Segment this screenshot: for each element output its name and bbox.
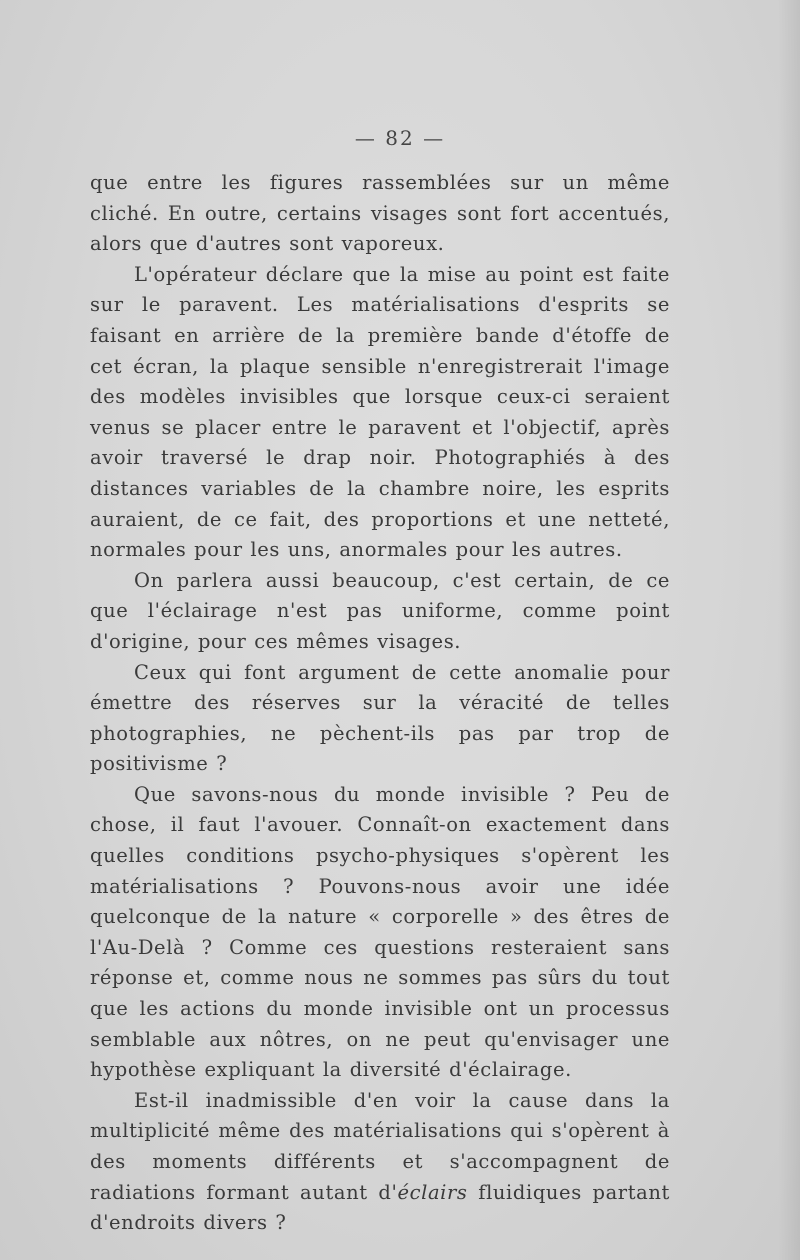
paragraph-1: que entre les figures rassemblées sur un même cliché. En outre, certains visages sont fort accentués, alors que d'autres sont vaporeux. xyxy=(90,171,670,256)
paragraph-6-start: Est-il inadmissible d'en voir la cause dans la multiplicité même des matérialisations qui s'opèrent à des moments différents et s'accompagnent de radiations formant autant d' xyxy=(90,1088,670,1204)
page-edge-shadow xyxy=(778,0,800,1260)
paragraph-6 xyxy=(90,1086,670,1239)
paragraph-4: Ceux qui font argument de cette anomalie pour émettre des réserves sur la véracité de telles photographies, ne pèchent-ils pas par trop de positivisme ? xyxy=(90,660,670,776)
paragraph-6-end: fluidiques partant d'endroits divers ? xyxy=(90,1180,670,1235)
paragraph-5: Que savons-nous du monde invisible ? Peu de chose, il faut l'avouer. Connaît-on exactement dans quelles conditions psycho-physiques s'opèrent les matérialisations ? Pouvons-nous avoir une idée quelconque de la nature « corporelle » des êtres de l'Au-Delà ? Comme ces questions resteraient sans réponse et, comme nous ne sommes pas sûrs du tout que les actions du monde invisible ont un processus semblable aux nôtres, on ne peut qu'envisager une hypothèse expliquant la diversité d'éclairage. xyxy=(90,782,670,1082)
italic-word: éclairs xyxy=(397,1180,468,1204)
paragraph-2: L'opérateur déclare que la mise au point est faite sur le paravent. Les matérialisations d'esprits se faisant en arrière de la première bande d'étoffe de cet écran, la plaque sensible n'enregistrerait l'image des modèles invisibles que lorsque ceux-ci seraient venus se placer entre le paravent et l'objectif, après avoir traversé le drap noir. Photographiés à des distances variables de la chambre noire, les esprits auraient, de ce fait, des proportions et une netteté, normales pour les uns, anormales pour les autres. xyxy=(90,262,670,562)
body-text xyxy=(90,168,670,1239)
paragraph-3: On parlera aussi beaucoup, c'est certain, de ce que l'éclairage n'est pas uniforme, comme point d'origine, pour ces mêmes visages. xyxy=(90,568,670,653)
page-number: — 82 — xyxy=(354,126,446,150)
